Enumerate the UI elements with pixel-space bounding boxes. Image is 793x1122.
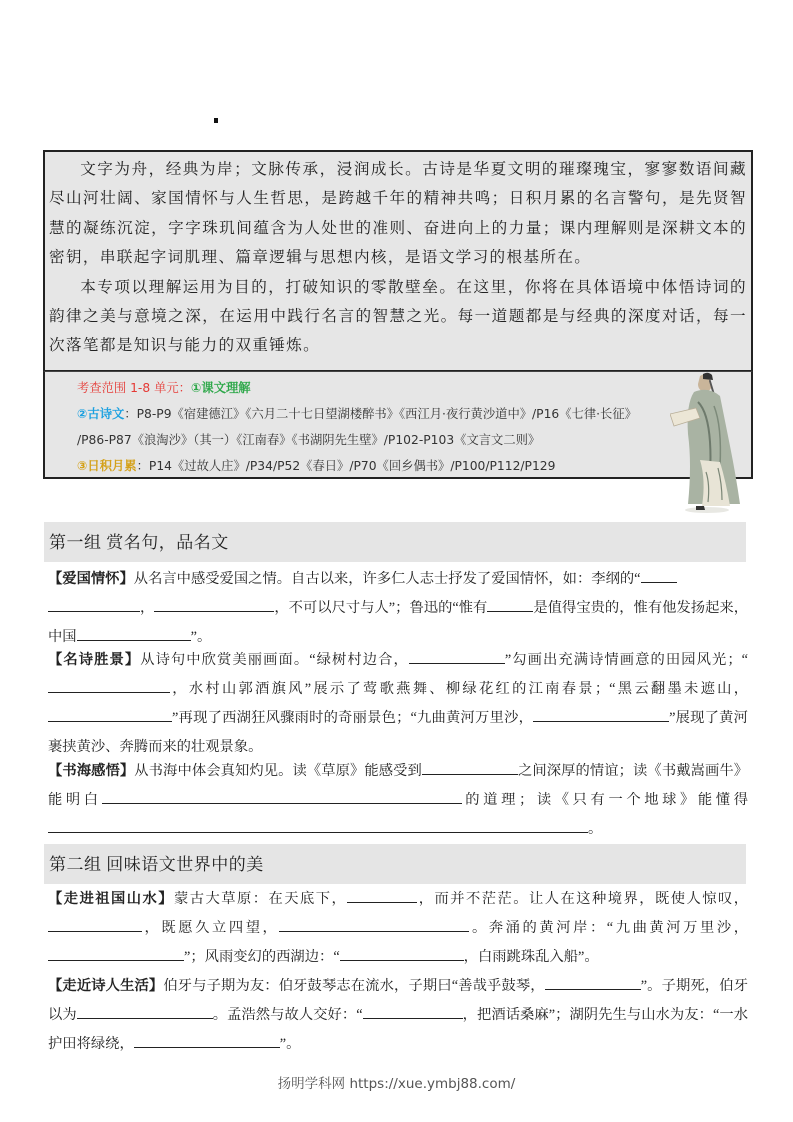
answer-blank[interactable]: [48, 917, 142, 932]
patriotic-question: 【爱国情怀】从名言中感受爱国之情。自古以来，许多仁人志士抒发了爱国情怀，如：李纲的“ ， ，不可以尺寸与人”；鲁迅的“惟有 是值得宝贵的，惟有他发扬起来，中国 ”。: [48, 565, 748, 652]
scope-label: 考查范围 1-8 单元：: [77, 381, 191, 395]
landscape-question: 【走进祖国山水】蒙古大草原：在天底下， ，而并不茫茫。让人在这种境界，既使人惊叹，，既愿久立四望， 。奔涌的黄河岸：“九曲黄河万里沙，”；风雨变幻的西湖边：“ ，白雨跳珠乱入船”。: [48, 885, 748, 972]
scope-ancient-poems-list: ：P8-P9《宿建德江》《六月二十七日望湖楼醉书》《西江月·夜行黄沙道中》/P16《七律·长征》: [124, 407, 637, 421]
scope-line-4: [77, 456, 555, 474]
answer-blank[interactable]: [48, 707, 172, 722]
scope-item-ancient-poems: ②古诗文: [77, 407, 125, 421]
scope-box: [43, 371, 753, 479]
scope-item-text-understanding: ①课文理解: [190, 381, 251, 395]
scenery-question: 【名诗胜景】从诗句中欣赏美丽画面。“绿树村边合， ”勾画出充满诗情画意的田园风光；“，水村山郭酒旗风”展示了莺歌燕舞、柳绿花红的江南春景；“黑云翻墨未遮山，”再现了西湖狂风骤雨时的奇丽景色；“九曲黄河万里沙， ”展现了黄河裹挟黄沙、奔腾而来的壮观景象。: [48, 646, 748, 762]
landscape-tag: 【走进祖国山水】: [48, 891, 174, 907]
answer-blank[interactable]: [409, 649, 505, 664]
scholar-figure-illustration: [670, 372, 745, 514]
group2-header: 第二组 回味语文世界中的美: [44, 844, 746, 884]
answer-blank[interactable]: [533, 707, 669, 722]
answer-blank[interactable]: [48, 597, 140, 612]
intro-paragraph-2: 本专项以理解运用为目的，打破知识的零散壁垒。在这里，你将在具体语境中体悟诗词的韵律之美与意境之深，在运用中践行名言的智慧之光。每一道题都是与经典的深度对话，每一次落笔都是知识与能力的双重锤炼。: [49, 277, 747, 355]
answer-blank[interactable]: [77, 626, 191, 641]
scope-line-3: [77, 430, 540, 448]
books-tag: 【书海感悟】: [48, 763, 135, 779]
answer-blank[interactable]: [340, 946, 464, 961]
answer-blank[interactable]: [154, 597, 274, 612]
answer-blank[interactable]: [102, 789, 462, 804]
answer-blank[interactable]: [641, 568, 677, 583]
scope-line-1: [77, 378, 251, 396]
stray-dot: [214, 118, 218, 123]
poets-tag: 【走近诗人生活】: [48, 978, 164, 994]
poets-question: 【走近诗人生活】伯牙与子期为友：伯牙鼓琴志在流水，子期曰“善哉乎鼓琴， ”。子期死，伯牙以为 。孟浩然与故人交好：“ ，把酒话桑麻”；湖阴先生与山水为友：“一水护田将绿绕， ”。: [48, 972, 748, 1059]
scope-ancient-poems-list-cont: /P86-P87《浪淘沙》（其一）《江南春》《书湖阴先生壁》/P102-P103《文言文二则》: [77, 433, 541, 447]
intro-box: [43, 150, 753, 372]
answer-blank[interactable]: [363, 1004, 463, 1019]
answer-blank[interactable]: [422, 760, 518, 775]
scope-line-2: [77, 404, 637, 422]
intro-paragraph-1: 文字为舟，经典为岸；文脉传承，浸润成长。古诗是华夏文明的璀璨瑰宝，寥寥数语间藏尽山河壮阔、家国情怀与人生哲思，是跨越千年的精神共鸣；日积月累的名言警句，是先贤智慧的凝练沉淀，字字珠玑间蕴含为人处世的准则、奋进向上的力量；课内理解则是深耕文本的密钥，串联起字词肌理、篇章逻辑与思想内核，是语文学习的根基所在。: [49, 160, 747, 267]
patriotic-tag: 【爱国情怀】: [48, 571, 134, 587]
answer-blank[interactable]: [545, 975, 641, 990]
scope-daily-accumulation-list: ：P14《过故人庄》/P34/P52《春日》/P70《回乡偶书》/P100/P112/P129: [136, 459, 556, 473]
group1-header: 第一组 赏名句，品名文: [44, 522, 746, 562]
scope-item-daily-accumulation: ③日积月累: [77, 459, 137, 473]
answer-blank[interactable]: [48, 946, 184, 961]
answer-blank[interactable]: [134, 1033, 280, 1048]
answer-blank[interactable]: [77, 1004, 213, 1019]
answer-blank[interactable]: [48, 678, 170, 693]
scenery-tag: 【名诗胜景】: [48, 652, 141, 668]
footer-watermark: 扬明学科网 https://xue.ymbj88.com/: [277, 1076, 516, 1092]
answer-blank[interactable]: [487, 597, 533, 612]
answer-blank[interactable]: [347, 888, 417, 903]
answer-blank[interactable]: [48, 818, 588, 833]
answer-blank[interactable]: [279, 917, 469, 932]
books-question: 【书海感悟】从书海中体会真知灼见。读《草原》能感受到 之间深厚的情谊；读《书戴嵩画牛》能明白 的道理；读《只有一个地球》能懂得。: [48, 757, 748, 844]
